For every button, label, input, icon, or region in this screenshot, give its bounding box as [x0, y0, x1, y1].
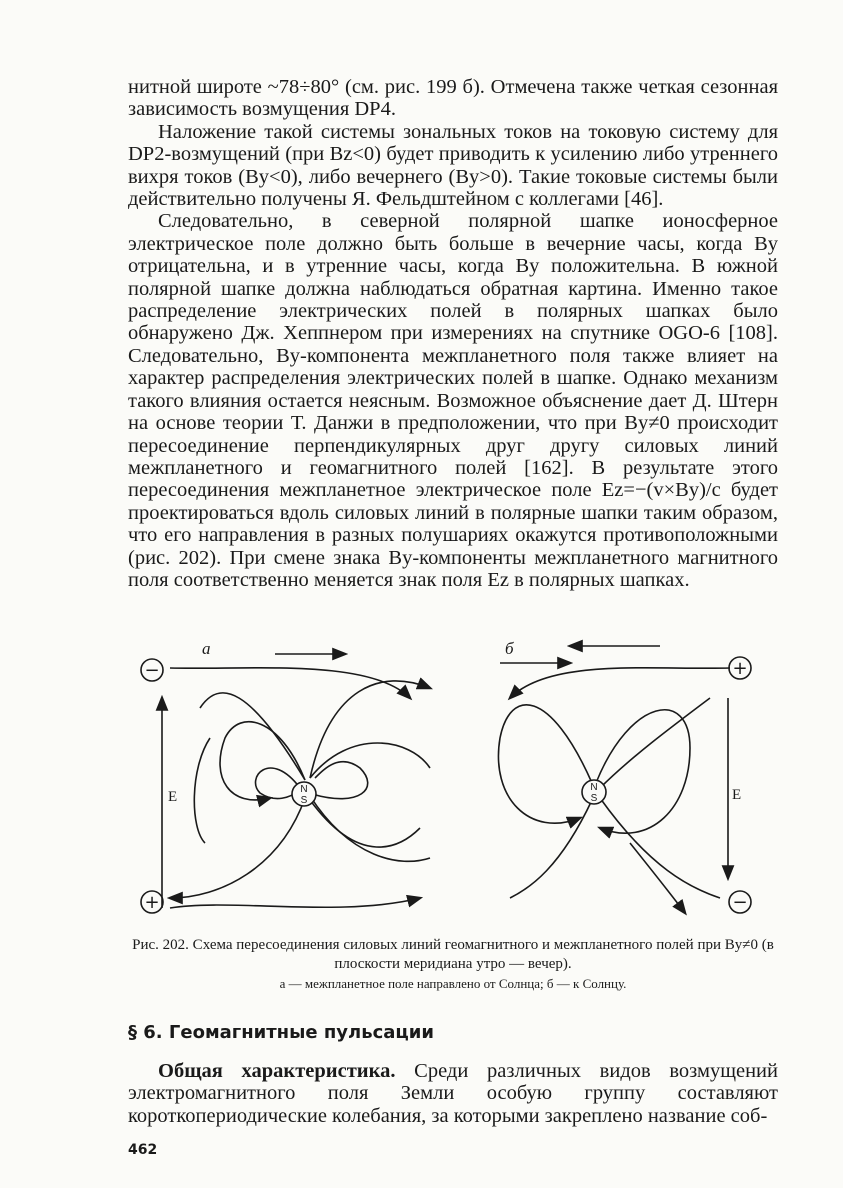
- field-line: [170, 668, 410, 698]
- pole-s-a: S: [300, 795, 308, 806]
- body-text-top: [128, 76, 778, 591]
- caption-line-1: Рис. 202. Схема пересоединения силовых линий геомагнитного и межпланетного полей при By≠0 (в плоскости меридиана утро — вечер).: [132, 937, 774, 972]
- paragraph-lead: Общая характеристика.: [158, 1060, 396, 1082]
- field-line: [310, 743, 430, 778]
- field-line: [596, 710, 690, 833]
- field-line: [510, 668, 730, 698]
- panel-a-label: а: [202, 639, 211, 658]
- figure-202: [130, 628, 770, 928]
- e-label-a: E: [168, 789, 178, 805]
- panel-b-label: б: [505, 639, 514, 658]
- pole-s-b: S: [590, 793, 598, 804]
- pole-n-a: N: [300, 784, 308, 795]
- panel-b: [498, 646, 730, 913]
- paragraph-2: Наложение такой системы зональных токов на токовую систему для DP2-возмущений (при Bz<0) будет приводить к усилению либо утреннего вихря токов (By<0), либо вечернего (By>0). Такие токовые системы были действительно получены Я. Фельдштейном с коллегами [46].: [128, 120, 778, 211]
- field-line: [194, 738, 210, 843]
- plus-sign-b: +: [732, 658, 748, 679]
- plus-sign-a: +: [144, 892, 160, 913]
- field-line: [310, 800, 420, 847]
- section-heading: § 6. Геомагнитные пульсации: [128, 1022, 434, 1043]
- field-line: [310, 681, 430, 778]
- field-line: [498, 705, 592, 823]
- field-line: [170, 798, 305, 898]
- caption-line-2: а — межпланетное поле направлено от Солнца; б — к Солнцу.: [279, 976, 627, 991]
- field-line: [630, 843, 685, 913]
- field-line: [170, 898, 420, 908]
- field-line: [600, 798, 720, 898]
- page-number: 462: [128, 1142, 158, 1158]
- paragraph-1: нитной широте ~78÷80° (см. рис. 199 б). Отмечена также четкая сезонная зависимость возмущения DP4.: [128, 76, 778, 121]
- body-text-bottom: [128, 1060, 778, 1127]
- paragraph-4: [128, 1060, 778, 1127]
- field-line: [200, 693, 305, 780]
- minus-sign-b: −: [732, 892, 748, 913]
- e-label-b: E: [732, 787, 742, 803]
- paragraph-rest: Среди различных видов возмущений электромагнитного поля Земли особую группу составляют короткопериодические колебания, за которыми закреплено название соб-: [128, 1060, 779, 1127]
- field-line: [510, 800, 592, 898]
- paragraph-3: Следовательно, в северной полярной шапке ионосферное электрическое поле должно быть больше в вечерние часы, когда By отрицательна, и в утренние часы, когда By положительна. В южной полярной шапке должна наблюдаться обратная картина. Именно такое распределение электрических полей в полярных шапках было обнаружено Дж. Хеппнером при измерениях на спутнике OGO-6 [108]. Следовательно, By-компонента межпланетного поля также влияет на характер распределения электрических полей в шапке. Однако механизм такого влияния остается неясным. Возможное объяснение дает Д. Штерн на основе теории Т. Данжи в предположении, что при By≠0 происходит пересоединение перпендикулярных друг другу силовых линий межпланетного и геомагнитного полей [162]. В результате этого пересоединения межпланетное электрическое поле Ez=−(v×By)/c будет проектироваться вдоль силовых линий в полярные шапки таким образом, что его направления в разных полушариях окажутся противоположными (рис. 202). При смене знака By-компоненты межпланетного магнитного поля соответственно меняется знак поля Ez в полярных шапках.: [128, 210, 778, 591]
- figure-caption: [128, 936, 778, 993]
- field-line: [310, 796, 430, 861]
- minus-sign-a: −: [144, 660, 160, 681]
- panel-a: [162, 654, 430, 908]
- field-lines-diagram: [130, 628, 770, 928]
- pole-n-b: N: [590, 782, 598, 793]
